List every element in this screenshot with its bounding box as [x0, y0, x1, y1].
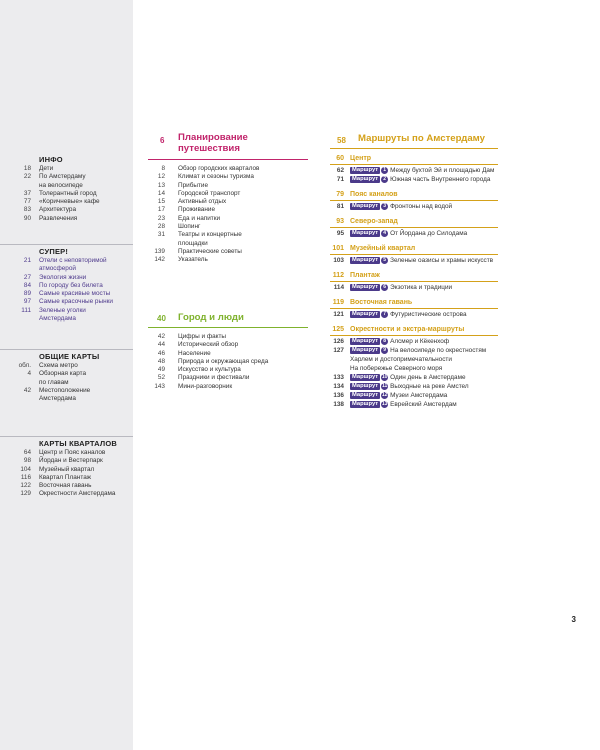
list-item: [0, 274, 133, 282]
item-page-number: 139: [154, 247, 165, 255]
route-number-badge: 8: [381, 338, 388, 345]
item-label: Исторический обзор: [178, 341, 239, 349]
route-badge: Маршрут: [352, 166, 379, 173]
info-section: [0, 155, 133, 223]
route-item-label: Один день в Амстердаме: [390, 374, 466, 381]
route-badge: Маршрут: [352, 400, 379, 407]
route-group-rule: [330, 164, 498, 165]
planning-title-line2: путешествия: [178, 143, 240, 154]
route-item-page-number: 133: [333, 374, 344, 381]
item-label: По Амстердаму: [39, 173, 86, 181]
item-page-number: [0, 395, 39, 403]
item-page-number: [0, 315, 39, 323]
route-number-badge: 11: [381, 383, 388, 389]
list-item: [148, 206, 308, 214]
list-item: [0, 298, 133, 306]
route-group-page-number: 112: [332, 272, 344, 279]
item-page-number: 42: [23, 386, 31, 394]
planning-title: [178, 132, 248, 154]
item-label: Обзор городских кварталов: [178, 165, 260, 172]
route-group-heading: [330, 217, 500, 226]
districts-section: [0, 435, 133, 499]
route-group-rule: [330, 227, 498, 228]
item-label: Йордан и Вестерпарк: [39, 457, 103, 465]
route-badge: Маршрут: [352, 256, 379, 263]
item-label: Отели с неповторимой: [39, 257, 107, 264]
item-label: Местоположение: [39, 386, 91, 394]
divider: [0, 436, 133, 437]
item-label: Самые красивые мосты: [39, 290, 111, 298]
item-page-number: [148, 240, 178, 248]
route-item: [330, 400, 500, 409]
list-item: [148, 231, 308, 239]
route-badge: Маршрут: [352, 310, 379, 317]
item-label: по главам: [39, 378, 69, 386]
item-label: По городу без билета: [39, 281, 103, 289]
item-label: Толерантный город: [39, 189, 97, 197]
list-item: [0, 370, 133, 378]
route-group-page-number: 93: [336, 218, 344, 225]
divider: [0, 244, 133, 245]
route-item: [330, 364, 500, 373]
city-list: [148, 333, 308, 391]
item-label: Обзорная карта: [39, 370, 87, 378]
list-item: [148, 366, 308, 374]
item-page-number: 21: [23, 257, 31, 264]
super-title: СУПЕР!: [39, 247, 69, 256]
planning-list: [148, 165, 308, 265]
route-badge: Маршрут: [352, 391, 379, 398]
divider: [0, 349, 133, 350]
item-label: Проживание: [178, 206, 216, 214]
item-page-number: 23: [157, 214, 165, 222]
item-page-number: 8: [161, 165, 165, 172]
list-item: [0, 379, 133, 387]
item-label: Еда и напитки: [178, 214, 221, 222]
item-page-number: 48: [157, 357, 165, 365]
route-item-label: Фронтоны над водой: [390, 203, 453, 210]
list-item: [148, 190, 308, 198]
item-page-number: 15: [157, 198, 165, 206]
item-label: Активный отдых: [178, 198, 227, 206]
item-label: Архитектура: [39, 206, 77, 214]
item-page-number: 27: [23, 273, 31, 281]
route-group-heading: [330, 325, 500, 334]
route-item: [330, 229, 500, 238]
item-label: Указатель: [178, 256, 208, 264]
route-group-page-number: 60: [336, 155, 344, 162]
item-label: Самые красочные рынки: [39, 298, 113, 306]
item-page-number: 83: [23, 206, 31, 214]
city-title: Город и люди: [178, 312, 244, 323]
route-group-page-number: 125: [332, 326, 344, 333]
route-group-rule: [330, 335, 498, 336]
list-item: [148, 350, 308, 358]
route-number-badge: 2: [381, 176, 388, 183]
item-page-number: 77: [23, 198, 31, 206]
route-item: [330, 346, 500, 355]
route-item: [330, 310, 500, 319]
item-label: атмосферой: [39, 265, 76, 273]
item-label: Развлечения: [39, 214, 78, 222]
route-item-label: Алсмер и Кёкенхоф: [390, 338, 450, 345]
route-item-label: Южная часть Внутреннего города: [390, 176, 491, 183]
item-page-number: 14: [157, 189, 165, 197]
item-label: Население: [178, 349, 211, 357]
route-group-title: Пояс каналов: [350, 191, 398, 198]
city-rule: [148, 327, 308, 328]
item-label: Климат и сезоны туризма: [178, 173, 254, 181]
item-label: Искусство и культура: [178, 366, 241, 374]
route-group-rule: [330, 200, 498, 201]
list-item: [148, 383, 308, 391]
routes-list: [330, 152, 500, 409]
route-group-title: Центр: [350, 155, 372, 162]
route-item-page-number: 136: [333, 392, 344, 399]
route-number-badge: 9: [381, 347, 388, 354]
route-number-badge: 7: [381, 311, 388, 318]
list-item: [148, 198, 308, 206]
route-item-page-number: 62: [336, 167, 344, 174]
list-item: [0, 307, 133, 315]
route-item: [330, 256, 500, 265]
item-page-number: 142: [154, 256, 165, 264]
item-page-number: 46: [157, 349, 165, 357]
list-item: [0, 290, 133, 298]
route-item-label: Футуристические острова: [390, 311, 467, 318]
item-label: «Коричневые» кафе: [39, 198, 100, 206]
list-item: [0, 466, 133, 474]
item-page-number: 64: [23, 449, 31, 456]
item-page-number: 111: [21, 306, 31, 314]
item-label: Музейный квартал: [39, 465, 95, 473]
route-group-title: Плантаж: [350, 272, 380, 279]
list-item: [0, 490, 133, 498]
item-page-number: 17: [157, 206, 165, 214]
list-item: [0, 265, 133, 273]
list-item: [148, 248, 308, 256]
list-item: [0, 387, 133, 395]
item-page-number: 13: [157, 181, 165, 189]
route-badge: Маршрут: [352, 175, 379, 182]
list-item: [148, 240, 308, 248]
routes-page-number: 58: [337, 136, 346, 145]
route-number-badge: 3: [381, 203, 388, 210]
route-group-heading: [330, 190, 500, 199]
planning-title-line1: Планирование: [178, 132, 248, 143]
route-item-label: Зеленые оазисы и храмы искусств: [390, 257, 494, 264]
item-page-number: 52: [157, 374, 165, 382]
list-item: [0, 190, 133, 198]
route-group-heading: [330, 298, 500, 307]
item-page-number: 37: [23, 189, 31, 197]
route-badge: Маршрут: [352, 382, 379, 389]
route-item-page-number: 138: [333, 401, 344, 408]
route-number-badge: 13: [381, 401, 388, 407]
route-group-rule: [330, 308, 498, 309]
route-badge: Маршрут: [352, 283, 379, 290]
list-item: [0, 182, 133, 190]
super-section: [0, 243, 133, 323]
list-item: [0, 165, 133, 173]
item-label: Амстердама: [39, 395, 76, 403]
route-item: [330, 382, 500, 391]
item-label: Квартал Плантаж: [39, 473, 92, 481]
item-page-number: 90: [23, 214, 31, 222]
route-group-title: Окрестности и экстра-маршруты: [350, 326, 465, 333]
route-group-page-number: 119: [332, 299, 344, 306]
item-page-number: 84: [23, 281, 31, 289]
route-number-badge: 10: [381, 374, 388, 380]
item-label: Экология жизни: [39, 273, 87, 281]
item-page-number: 116: [20, 473, 31, 481]
route-item-page-number: 121: [333, 311, 344, 318]
list-item: [0, 482, 133, 490]
list-item: [148, 165, 308, 173]
routes-title: Маршруты по Амстердаму: [358, 133, 485, 144]
item-label: Мини-разговорник: [178, 382, 233, 390]
route-item-page-number: 114: [333, 284, 344, 291]
route-item: [330, 355, 500, 364]
item-page-number: 97: [23, 298, 31, 306]
item-page-number: 98: [23, 457, 31, 465]
item-page-number: 42: [157, 333, 165, 340]
route-item-label: Еврейский Амстердам: [390, 401, 457, 408]
list-item: [148, 256, 308, 264]
item-page-number: 129: [20, 490, 31, 498]
route-item-page-number: 71: [336, 176, 344, 183]
item-label: Схема метро: [39, 362, 78, 369]
route-item-label: Харлем и достопримечательности: [350, 356, 452, 363]
route-item: [330, 283, 500, 292]
route-group-page-number: 101: [332, 245, 344, 252]
item-label: Дети: [39, 165, 54, 172]
list-item: [0, 173, 133, 181]
route-group-rule: [330, 254, 498, 255]
route-item-page-number: 134: [333, 383, 344, 390]
item-page-number: 122: [20, 482, 31, 490]
item-page-number: 49: [157, 366, 165, 374]
item-page-number: 31: [157, 231, 165, 239]
route-number-badge: 5: [381, 257, 388, 264]
item-label: Центр и Пояс каналов: [39, 449, 106, 456]
item-label: Окрестности Амстердама: [39, 490, 116, 498]
route-number-badge: 6: [381, 284, 388, 291]
maps-list: [0, 362, 133, 403]
city-page-number: 40: [157, 314, 166, 323]
route-item: [330, 175, 500, 184]
routes-rule: [330, 148, 498, 149]
item-page-number: 28: [157, 223, 165, 231]
route-group-title: Северо-запад: [350, 218, 398, 225]
item-label: Амстердама: [39, 315, 76, 323]
item-page-number: 12: [157, 173, 165, 181]
item-page-number: 4: [27, 370, 31, 378]
route-number-badge: 1: [381, 167, 388, 174]
route-group-title: Восточная гавань: [350, 299, 413, 306]
item-page-number: 89: [23, 290, 31, 298]
list-item: [148, 173, 308, 181]
route-item: [330, 202, 500, 211]
item-label: Зеленые уголки: [39, 306, 86, 314]
route-item-label: Музеи Амстердама: [390, 392, 448, 399]
maps-title: ОБЩИЕ КАРТЫ: [39, 352, 100, 361]
route-item-page-number: 103: [333, 257, 344, 264]
list-item: [148, 374, 308, 382]
route-number-badge: 12: [381, 392, 388, 398]
route-item-page-number: 127: [333, 347, 344, 354]
route-item-label: От Йордана до Силодама: [390, 230, 468, 237]
route-item-label: На велосипеде по окрестностям: [390, 347, 487, 354]
item-label: Шопинг: [178, 223, 201, 231]
item-page-number: [0, 265, 39, 273]
item-label: Природа и окружающая среда: [178, 357, 269, 365]
list-item: [148, 341, 308, 349]
route-item: [330, 337, 500, 346]
item-page-number: [0, 182, 39, 190]
route-group-rule: [330, 281, 498, 282]
route-item-label: Выходные на реке Амстел: [390, 383, 469, 390]
list-item: [0, 395, 133, 403]
planning-rule: [148, 159, 308, 160]
list-item: [148, 182, 308, 190]
item-label: Прибытие: [178, 181, 209, 189]
route-item-label: На побережье Северного моря: [350, 365, 443, 372]
list-item: [0, 474, 133, 482]
route-item-page-number: 126: [333, 338, 344, 345]
list-item: [148, 215, 308, 223]
route-item: [330, 373, 500, 382]
super-list: [0, 257, 133, 323]
planning-page-number: 6: [160, 136, 165, 145]
item-label: Практические советы: [178, 247, 242, 255]
list-item: [0, 315, 133, 323]
route-number-badge: 4: [381, 230, 388, 237]
item-label: Восточная гавань: [39, 482, 92, 490]
route-badge: Маршрут: [352, 202, 379, 209]
item-label: Театры и концертные: [178, 231, 242, 239]
route-group-page-number: 79: [336, 191, 344, 198]
list-item: [0, 206, 133, 214]
item-page-number: 18: [23, 165, 31, 172]
route-item-label: Экзотика и традиции: [390, 284, 453, 291]
list-item: [0, 282, 133, 290]
item-label: Городской транспорт: [178, 189, 241, 197]
item-label: на велосипеде: [39, 181, 83, 189]
districts-title: КАРТЫ КВАРТАЛОВ: [39, 439, 117, 448]
list-item: [0, 215, 133, 223]
info-list: [0, 165, 133, 223]
item-label: Праздники и фестивали: [178, 374, 250, 382]
list-item: [148, 358, 308, 366]
route-item: [330, 166, 500, 175]
item-page-number: 22: [23, 173, 31, 181]
route-badge: Маршрут: [352, 229, 379, 236]
page-number: 3: [571, 615, 576, 624]
list-item: [148, 223, 308, 231]
item-page-number: обл.: [18, 362, 31, 369]
list-item: [0, 457, 133, 465]
route-group-heading: [330, 154, 500, 163]
route-item-page-number: 81: [336, 203, 344, 210]
item-label: площадки: [178, 239, 208, 247]
route-group-heading: [330, 271, 500, 280]
item-page-number: 44: [157, 341, 165, 349]
route-item-page-number: 95: [336, 230, 344, 237]
route-badge: Маршрут: [352, 373, 379, 380]
route-group-title: Музейный квартал: [350, 245, 416, 252]
item-page-number: 104: [20, 465, 31, 473]
districts-list: [0, 449, 133, 499]
item-page-number: [0, 379, 39, 387]
route-group-heading: [330, 244, 500, 253]
item-page-number: 143: [154, 382, 165, 390]
item-label: Цифры и факты: [178, 333, 227, 340]
route-badge: Маршрут: [352, 337, 379, 344]
list-item: [0, 198, 133, 206]
maps-section: [0, 348, 133, 403]
info-title: ИНФО: [39, 155, 63, 164]
route-item-label: Между бухтой Эй и площадью Дам: [390, 167, 495, 174]
route-badge: Маршрут: [352, 346, 379, 353]
route-item: [330, 391, 500, 400]
